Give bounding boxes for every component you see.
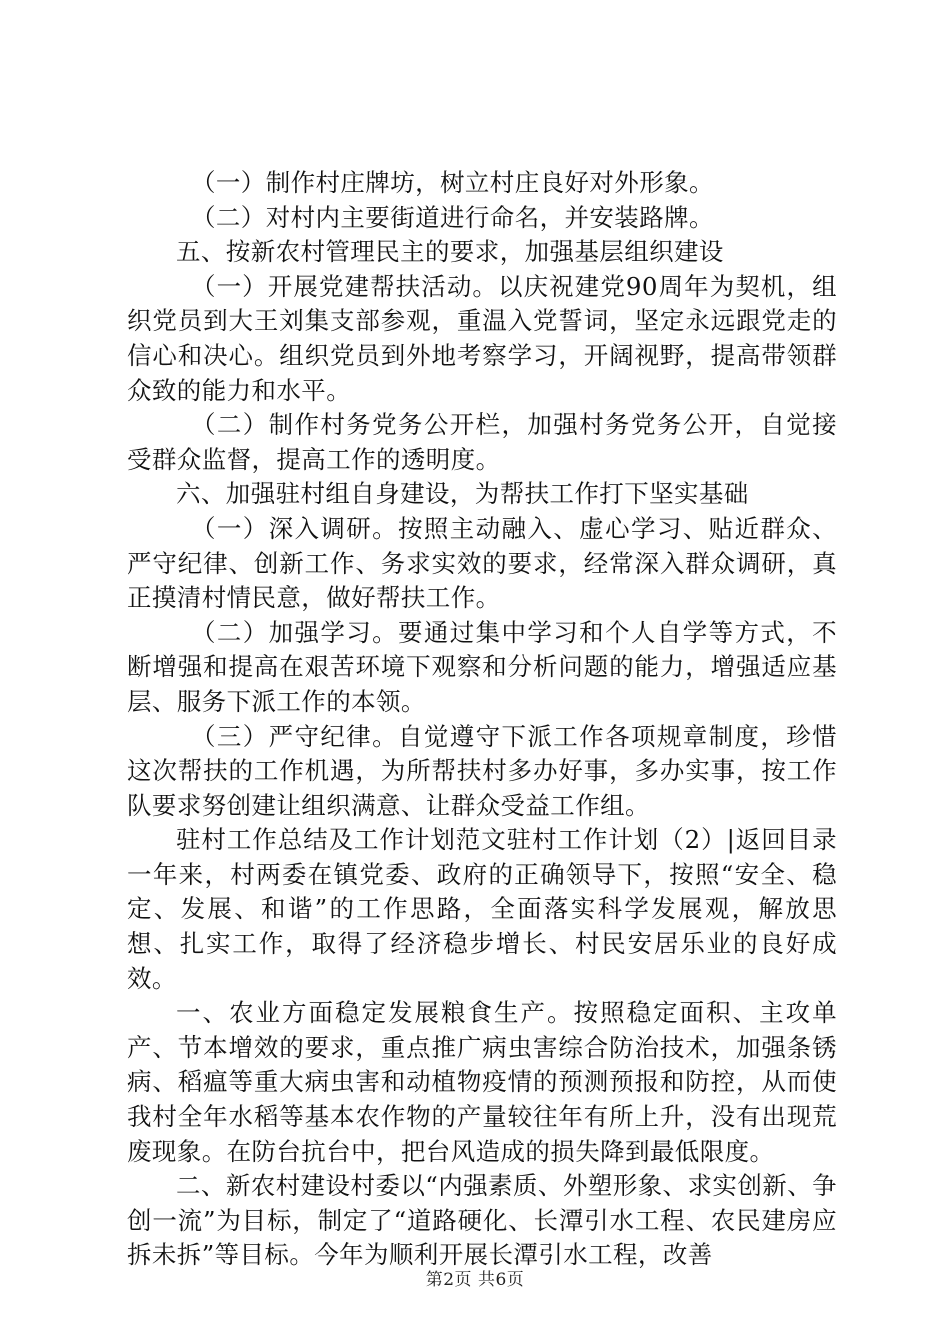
document-body (127, 166, 837, 1273)
paragraph: （二）对村内主要街道进行命名，并安装路牌。 (191, 202, 714, 232)
section-heading: 五、按新农村管理民主的要求，加强基层组织建设 (176, 237, 724, 267)
section-heading: 六、加强驻村组自身建设，为帮扶工作打下坚实基础 (176, 479, 749, 509)
paragraph: 二、新农村建设村委以“内强素质、外塑形象、求实创新、争创一流”为目标，制定了“道路硬化、长潭引水工程、农民建房应拆未拆”等目标。今年为顺利开展长潭引水工程，改善 (127, 1171, 837, 1270)
paragraph: （一）深入调研。按照主动融入、虚心学习、贴近群众、严守纪律、创新工作、务求实效的要求，经常深入群众调研，真正摸清村情民意，做好帮扶工作。 (127, 513, 837, 613)
paragraph: 驻村工作总结及工作计划范文驻村工作计划（2）|返回目录一年来，村两委在镇党委、政府的正确领导下，按照“安全、稳定、发展、和谐”的工作思路，全面落实科学发展观，解放思想、扎实工作，取得了经济稳步增长、村民安居乐业的良好成效。 (127, 825, 837, 993)
paragraph: （一）制作村庄牌坊，树立村庄良好对外形象。 (191, 168, 714, 197)
paragraph: 一、农业方面稳定发展粮食生产。按照稳定面积、主攻单产、节本增效的要求，重点推广病虫害综合防治技术，加强条锈病、稻瘟等重大病虫害和动植物疫情的预测预报和防控，从而使我村全年水稻等基本农作物的产量较往年有所上升，没有出现荒废现象。在防台抗台中，把台风造成的损失降到最低限度。 (127, 998, 837, 1166)
paragraph: （二）加强学习。要通过集中学习和个人自学等方式，不断增强和提高在艰苦环境下观察和分析问题的能力，增强适应基层、服务下派工作的本领。 (127, 617, 837, 716)
page-number-footer: 第2页 共6页 (425, 1270, 525, 1290)
paragraph: （二）制作村务党务公开栏，加强村务党务公开，自觉接受群众监督，提高工作的透明度。 (127, 410, 837, 474)
paragraph: （三）严守纪律。自觉遵守下派工作各项规章制度，珍惜这次帮扶的工作机遇，为所帮扶村多办好事，多办实事，按工作队要求努创建让组织满意、让群众受益工作组。 (127, 721, 837, 820)
paragraph: （一）开展党建帮扶活动。以庆祝建党90周年为契机，组织党员到大王刘集支部参观，重温入党誓词，坚定永远跟党走的信心和决心。组织党员到外地考察学习，开阔视野，提高带领群众致的能力和水平。 (127, 271, 837, 405)
